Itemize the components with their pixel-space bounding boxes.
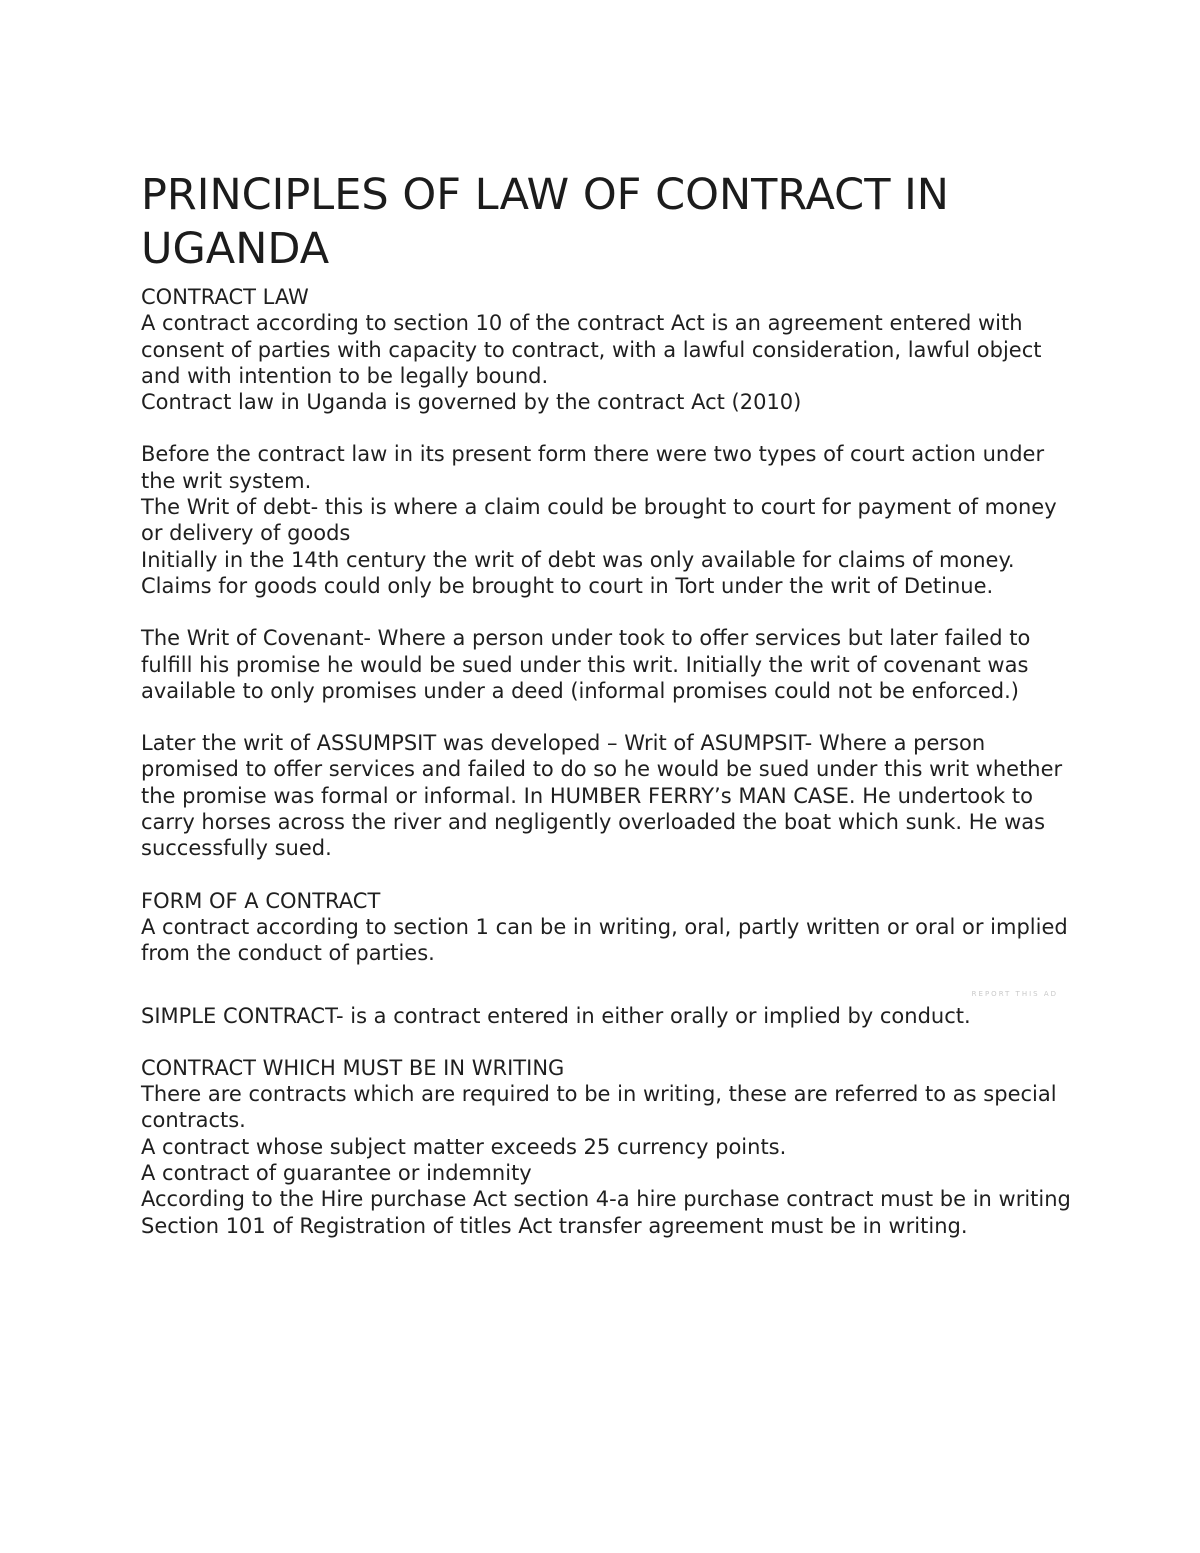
- paragraph-writ-of-debt: The Writ of debt- this is where a claim could be brought to court for payment of money or delivery of goods: [141, 495, 1057, 546]
- paragraph-form-of-contract: A contract according to section 1 can be in writing, oral, partly written or oral or implied from the conduct of parties.: [141, 914, 1068, 966]
- document-title: PRINCIPLES OF LAW OF CONTRACT IN UGANDA: [141, 170, 949, 274]
- paragraph-writ-of-debt-history: Initially in the 14th century the writ of debt was only available for claims of money. Claims for goods could only be brought to court in Tort under the writ of Detinue.: [141, 547, 1015, 598]
- document-page: [141, 168, 1076, 1239]
- paragraph-definition: A contract according to section 10 of the contract Act is an agreement entered with consent of parties with capacity to contract, with a lawful consideration, lawful object and with intention to be legally bound.: [141, 311, 1042, 388]
- paragraph-writ-of-assumpsit: Later the writ of ASSUMPSIT was developed – Writ of ASUMPSIT- Where a person promised to offer services and failed to do so he would be sued under this writ whether the promise was formal or informal. In HUMBER FERRY’s MAN CASE. He undertook to carry horses across the river and negligently overloaded the boat which sunk. He was successfully sued.: [141, 731, 1063, 861]
- list-item-registration-of-titles: Section 101 of Registration of titles Act transfer agreement must be in writing.: [141, 1213, 968, 1238]
- paragraph-governing-act: Contract law in Uganda is governed by the contract Act (2010): [141, 390, 802, 415]
- paragraph-writ-system: Before the contract law in its present form there were two types of court action under the writ system.: [141, 442, 1045, 493]
- report-ad-link[interactable]: REPORT THIS AD: [971, 989, 1058, 998]
- paragraph-simple-contract: SIMPLE CONTRACT- is a contract entered in either orally or implied by conduct.: [141, 1003, 971, 1028]
- heading-contract-law: CONTRACT LAW: [141, 285, 309, 309]
- paragraph-writ-of-covenant: The Writ of Covenant- Where a person under took to offer services but later failed to fulfill his promise he would be sued under this writ. Initially the writ of covenant was available to only promises under a deed (informal promises could not be enforced.): [141, 626, 1031, 703]
- paragraph-special-contracts: There are contracts which are required to be in writing, these are referred to as special contracts.: [141, 1082, 1057, 1133]
- list-item-hire-purchase: According to the Hire purchase Act section 4-a hire purchase contract must be in writing: [141, 1187, 1071, 1212]
- list-item-guarantee: A contract of guarantee or indemnity: [141, 1161, 532, 1186]
- heading-form-of-contract: FORM OF A CONTRACT: [141, 888, 381, 913]
- list-item-currency-points: A contract whose subject matter exceeds 25 currency points.: [141, 1134, 787, 1159]
- heading-contracts-in-writing: CONTRACT WHICH MUST BE IN WRITING: [141, 1055, 565, 1080]
